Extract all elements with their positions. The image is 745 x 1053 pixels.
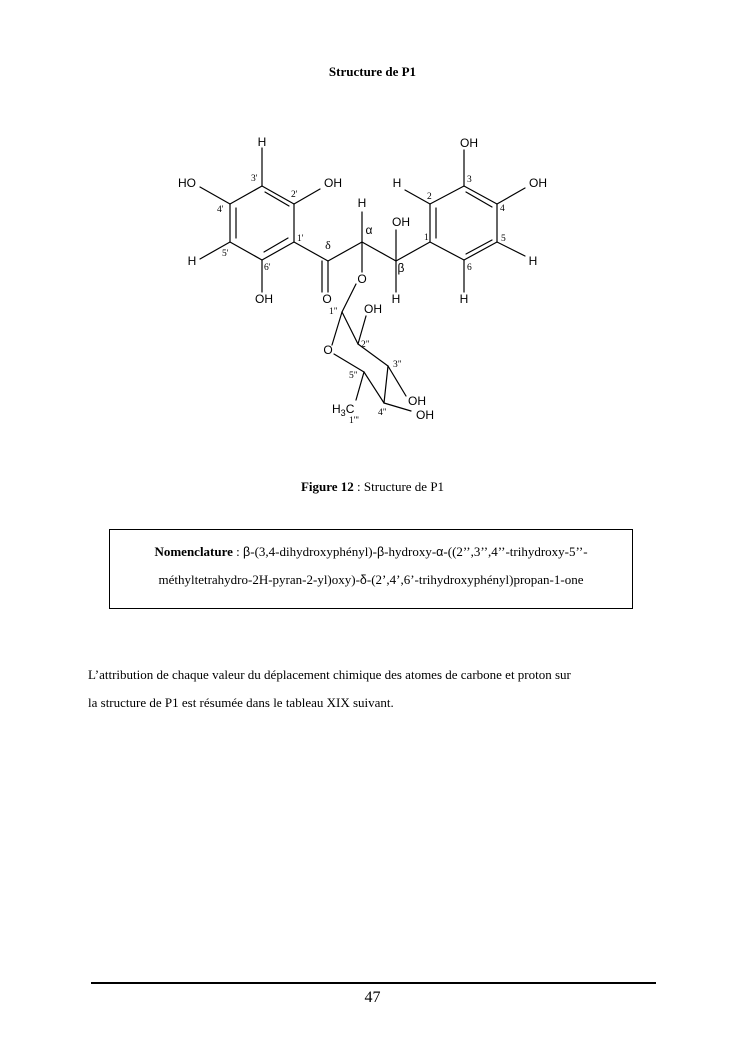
figure-caption <box>0 479 745 495</box>
atom-o-ether: O <box>357 272 367 286</box>
num-3: 3 <box>467 175 472 185</box>
atom-h-6: H <box>459 292 469 306</box>
greek-beta-1: β <box>243 545 251 559</box>
atom-h-beta: H <box>391 292 401 306</box>
page-number: 47 <box>364 989 381 1006</box>
num-4pp: 4" <box>378 408 387 418</box>
greek-beta-2: β <box>376 545 385 559</box>
num-2p: 2' <box>291 190 298 200</box>
num-6p: 6' <box>264 263 271 273</box>
num-5p: 5' <box>222 249 229 259</box>
num-5pp: 5" <box>349 371 358 381</box>
num-1p: 1' <box>297 234 304 244</box>
label-delta: δ <box>325 238 331 252</box>
nomenclature-text-a: -(3,4-dihydroxyphényl)- <box>250 544 377 559</box>
num-3pp: 3" <box>393 360 402 370</box>
num-6: 6 <box>467 263 472 273</box>
atom-oh-2p: OH <box>324 176 342 190</box>
atom-oh-4: OH <box>529 176 547 190</box>
num-2pp: 2" <box>361 340 370 350</box>
nomenclature-text-b: -hydroxy- <box>384 544 437 559</box>
footer-rule <box>91 982 656 984</box>
num-2: 2 <box>427 192 432 202</box>
num-1: 1 <box>424 233 429 243</box>
atom-oh-6p: OH <box>255 292 273 306</box>
greek-delta: δ <box>359 573 367 587</box>
figure-caption-label: Figure 12 <box>300 479 354 494</box>
atom-o-carbonyl: O <box>322 292 332 306</box>
page-title: Structure de P1 <box>328 64 417 79</box>
paragraph-line-1: L’attribution de chaque valeur du déplacement chimique des atomes de carbone et proton sur <box>88 667 571 682</box>
num-4: 4 <box>500 204 505 214</box>
atom-h-5p: H <box>187 254 197 268</box>
atom-ho-4p: HO <box>178 176 196 190</box>
nomenclature-box <box>109 529 633 609</box>
atom-h-5: H <box>528 254 538 268</box>
chemical-structure-figure <box>170 130 570 430</box>
atom-o-ring: O <box>323 343 333 357</box>
nomenclature-sep: : <box>232 544 244 559</box>
atom-h3c: $H_3C$ <box>332 402 355 418</box>
figure-caption-sep: : <box>353 479 364 494</box>
atom-oh-3pp: OH <box>408 394 426 408</box>
num-4p: 4' <box>217 205 224 215</box>
num-1ppp: 1''' <box>349 416 359 426</box>
nomenclature-line-1 <box>110 538 632 566</box>
nomenclature-label: Nomenclature <box>154 544 233 559</box>
nomenclature-text-e: -(2’,4’,6’-trihydroxyphényl)propan-1-one <box>366 572 584 587</box>
label-beta: β <box>397 261 405 275</box>
num-1pp: 1" <box>329 307 338 317</box>
paragraph-line-2: la structure de P1 est résumée dans le tableau XIX suivant. <box>88 695 394 710</box>
greek-labels <box>325 223 404 275</box>
nomenclature-text-c: -((2’’,3’’,4’’-trihydroxy-5’’- <box>443 544 588 559</box>
nomenclature-text-d: méthyltetrahydro-2H-pyran-2-yl)oxy)- <box>158 572 360 587</box>
atom-oh-3: OH <box>460 136 478 150</box>
atom-h-3p: H <box>257 135 267 149</box>
num-3p: 3' <box>251 174 258 184</box>
atom-oh-beta: OH <box>392 215 410 229</box>
atom-oh-2pp: OH <box>364 302 382 316</box>
atom-h-2: H <box>392 176 402 190</box>
atom-oh-4pp: OH <box>416 408 434 422</box>
nomenclature-line-2 <box>110 566 632 594</box>
body-paragraph <box>88 661 668 717</box>
label-alpha: α <box>365 223 373 237</box>
greek-alpha: α <box>436 545 444 559</box>
atom-h-alpha: H <box>357 196 367 210</box>
num-5: 5 <box>501 234 506 244</box>
figure-caption-text: Structure de P1 <box>363 479 445 494</box>
structure-drawing <box>170 130 570 430</box>
